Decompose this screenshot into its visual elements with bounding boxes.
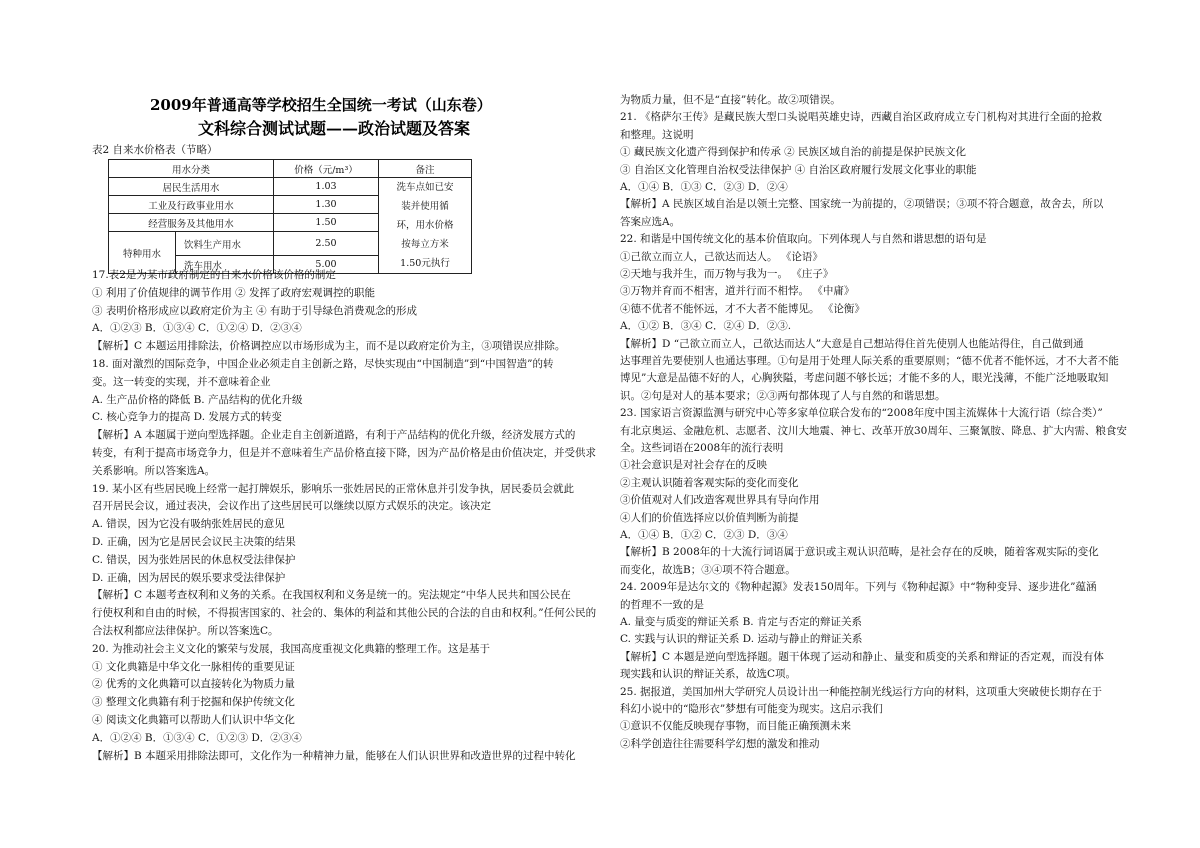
- answer-explanation: 【解析】C 本题运用排除法，价格调控应以市场形成为主，而不是以政府定价为主，③项错误应排除。: [92, 340, 566, 353]
- text-line: A．①②④ B．①③④ C．①②③ D．②③④: [92, 731, 302, 744]
- text-line: C. 错误，因为张姓居民的休息权受法律保护: [92, 553, 296, 566]
- text-line: ③ 整理文化典籍有利于挖掘和保护传统文化: [92, 696, 295, 709]
- answer-explanation: 【解析】B 本题采用排除法即可，文化作为一种精神力量，能够在人们认识世界和改造世界的过程中转化: [92, 749, 576, 762]
- text-line: 关系影响。所以答案选A。: [92, 464, 216, 477]
- note-line: 洗车点如已安: [396, 182, 454, 193]
- text-line: ①意识不仅能反映现存事物，而目能正确预测未来: [620, 720, 851, 733]
- text-line: A．①④ B．①③ C．②③ D．②④: [620, 181, 788, 193]
- table-cell: 饮料生产用水: [176, 232, 274, 256]
- text-line: 21. 《格萨尔王传》是藏民族大型口头说唱英雄史诗，西藏自治区政府成立专门机构对其进行全面的抢救: [620, 111, 1103, 124]
- text-line: ③万物并育而不相害，道并行而不相悖。 《中庸》: [620, 285, 855, 298]
- text-line: ③ 自治区文化管理自治权受法律保护 ④ 自治区政府履行发展文化事业的职能: [620, 163, 977, 176]
- text-line: 22. 和谐是中国传统文化的基本价值取向。下列体现人与自然和谐思想的语句是: [620, 233, 987, 246]
- text-line: ①社会意识是对社会存在的反映: [620, 459, 767, 472]
- text-line: D. 正确，因为居民的娱乐要求受法律保护: [92, 571, 286, 584]
- table-cell: 1.50: [274, 214, 379, 232]
- table-header: 价格（元/m³）: [274, 160, 379, 178]
- table-cell: 2.50: [274, 232, 379, 256]
- table-cell: 5.00: [274, 256, 379, 274]
- answer-explanation: 【解析】A 民族区域自治是以领土完整、国家统一为前提的，②项错误；③项不符合题意，故舍去，所以: [620, 198, 1104, 211]
- text-line: C. 核心竞争力的提高 D. 发展方式的转变: [92, 411, 282, 424]
- text-line: ② 优秀的文化典籍可以直接转化为物质力量: [92, 678, 295, 691]
- text-line: 转变，有利于提高市场竞争力，但是并不意味着生产品价格直接下降，因为产品价格是由价值决定，并受供求: [92, 447, 596, 459]
- table-caption: 表2 自来水价格表（节略）: [92, 144, 218, 156]
- text-line: 为物质力量，但不是“直接”转化。故②项错误。: [620, 94, 841, 106]
- text-line: 25. 据报道，美国加州大学研究人员设计出一种能控制光线运行方向的材料，这项重大突破使长期存在于: [620, 685, 1103, 698]
- text-line: A．①②③ B．①③④ C．①②④ D．②③④: [92, 322, 302, 335]
- answer-explanation: 【解析】C 本题考查权利和义务的关系。在我国权利和义务是统一的。宪法规定“中华人民共和国公民在: [92, 589, 571, 602]
- text-line: 现实践和认识的辩证关系，故选C项。: [620, 668, 797, 681]
- answer-explanation: 【解析】D “己欲立而立人，己欲达而达人”大意是自己想站得住首先使别人也能站得住，自己做到通: [620, 337, 1084, 350]
- text-line: A. 生产品价格的降低 B. 产品结构的优化升级: [92, 393, 303, 406]
- text-line: ①己欲立而立人，己欲达而达人。 《论语》: [620, 250, 823, 263]
- text-line: 博见”大意是品德不好的人，心胸狭隘，考虑问题不够长远；才能不多的人，眼光浅薄，不能广泛地吸取知: [620, 372, 1109, 385]
- table-cell: 1.30: [274, 196, 379, 214]
- text-line: C. 实践与认识的辩证关系 D. 运动与静止的辩证关系: [620, 633, 863, 646]
- text-line: 识。②句是对人的基本要求；②③两句都体现了人与自然的和谐思想。: [620, 389, 946, 402]
- text-line: 行使权利和自由的时候，不得损害国家的、社会的、集体的利益和其他公民的合法的自由和权利。”任何公民的: [92, 607, 597, 620]
- text-line: ④ 阅读文化典籍可以帮助人们认识中华文化: [92, 714, 295, 726]
- table-row: [109, 178, 472, 196]
- text-line: 答案应选A。: [620, 215, 681, 228]
- text-line: 变。这一转变的实现，并不意味着企业: [92, 375, 271, 388]
- note-line: 按每立方米: [401, 239, 449, 250]
- text-line: ① 文化典籍是中华文化一脉相传的重要见证: [92, 660, 295, 673]
- text-line: 合法权利都应法律保护。所以答案选C。: [92, 625, 279, 637]
- table-header: 用水分类: [109, 160, 274, 178]
- text-line: 20. 为推动社会主义文化的繁荣与发展，我国高度重视文化典籍的整理工作。这是基于: [92, 642, 491, 655]
- table-cell: 居民生活用水: [109, 178, 274, 196]
- table-header-row: [109, 160, 472, 178]
- text-line: 科幻小说中的“隐形衣”梦想有可能变为现实。这启示我们: [620, 703, 883, 715]
- table-cell: 洗车用水: [176, 256, 274, 274]
- text-line: 24. 2009年是达尔文的《物种起源》发表150周年。下列与《物种起源》中“物种变异、逐步进化”蕴涵: [620, 581, 1097, 594]
- page-title: 2009年普通高等学校招生全国统一考试（山东卷）: [150, 96, 492, 114]
- text-line: ③价值观对人们改造客观世界具有导向作用: [620, 494, 820, 507]
- price-table: [108, 159, 472, 274]
- text-line: 召开居民会议，通过表决，会议作出了这些居民可以继续以原方式娱乐的决定。该决定: [92, 500, 491, 513]
- text-line: 全。这些词语在2008年的流行表明: [620, 442, 784, 454]
- table-cell: 1.03: [274, 178, 379, 196]
- note-line: 装并使用循: [401, 201, 449, 212]
- text-line: 19. 某小区有些居民晚上经常一起打牌娱乐，影响乐一张姓居民的正常休息并引发争执，居民委员会就此: [92, 482, 575, 495]
- table-cell: 经营服务及其他用水: [109, 214, 274, 232]
- text-line: ① 藏民族文化遗产得到保护和传承 ② 民族区域自治的前提是保护民族文化: [620, 146, 967, 159]
- answer-explanation: 【解析】A 本题属于逆向型选择题。企业走自主创新道路，有利于产品结构的优化升级，经济发展方式的: [92, 429, 576, 442]
- text-line: ④德不优者不能怀远，才不大者不能博见。 《论衡》: [620, 302, 865, 315]
- text-line: ④人们的价值选择应以价值判断为前提: [620, 511, 799, 524]
- text-line: ③ 表明价格形成应以政府定价为主 ④ 有助于引导绿色消费观念的形成: [92, 304, 418, 317]
- text-line: 有北京奥运、金融危机、志愿者、汶川大地震、神七、改革开放30周年、三聚氰胺、降息、扩大内需、粮食安: [620, 424, 1127, 437]
- text-line: A. 量变与质变的辩证关系 B. 肯定与否定的辩证关系: [620, 616, 862, 628]
- text-line: ① 利用了价值规律的调节作用 ② 发挥了政府宏观调控的职能: [92, 286, 376, 299]
- text-line: ②主观认识随着客观实际的变化而变化: [620, 476, 799, 489]
- answer-explanation: 【解析】B 2008年的十大流行词语属于意识或主观认识范畴，是社会存在的反映，随着客观实际的变化: [620, 546, 1099, 559]
- text-line: ②天地与我并生，而万物与我为一。 《庄子》: [620, 268, 834, 280]
- text-line: 18. 面对激烈的国际竞争，中国企业必须走自主创新之路，尽快实现由“中国制造”到“中国智造”的转: [92, 358, 554, 370]
- text-line: A．①④ B．①② C．②③ D．③④: [620, 529, 788, 541]
- text-line: 的哲理不一致的是: [620, 598, 704, 611]
- text-line: A. 错误，因为它没有吸纳张姓居民的意见: [92, 518, 285, 531]
- text-line: 达事理首先要使别人也通达事理。①句是用于处理人际关系的重要原则；“德不优者不能怀远，才不大者不能: [620, 355, 1119, 367]
- table-note: [379, 178, 472, 274]
- note-line: 环，用水价格: [396, 220, 454, 231]
- answer-explanation: 【解析】C 本题是逆向型选择题。题干体现了运动和静止、量变和质变的关系和辩证的否定观，而没有体: [620, 650, 1104, 663]
- text-line: 和整理。这说明: [620, 128, 694, 141]
- text-line: A．①② B．③④ C．②④ D．②③.: [620, 320, 792, 333]
- table-cell: 工业及行政事业用水: [109, 196, 274, 214]
- text-line: ②科学创造往往需要科学幻想的激发和推动: [620, 737, 820, 750]
- text-line: 23. 国家语言资源监测与研究中心等多家单位联合发布的“2008年度中国主流媒体十大流行语（综合类）”: [620, 407, 1103, 420]
- text-line: 17.表2是为某市政府制定的自来水价格该价格的制定: [92, 269, 336, 281]
- table-cell: 特种用水: [109, 232, 176, 274]
- text-line: 而变化，故选B；③④项不符合题意。: [620, 563, 796, 576]
- table-header: 备注: [379, 160, 472, 178]
- text-line: D. 正确，因为它是居民会议民主决策的结果: [92, 536, 296, 548]
- page-subtitle: 文科综合测试试题——政治试题及答案: [198, 119, 471, 138]
- note-line: 1.50元执行: [400, 258, 450, 269]
